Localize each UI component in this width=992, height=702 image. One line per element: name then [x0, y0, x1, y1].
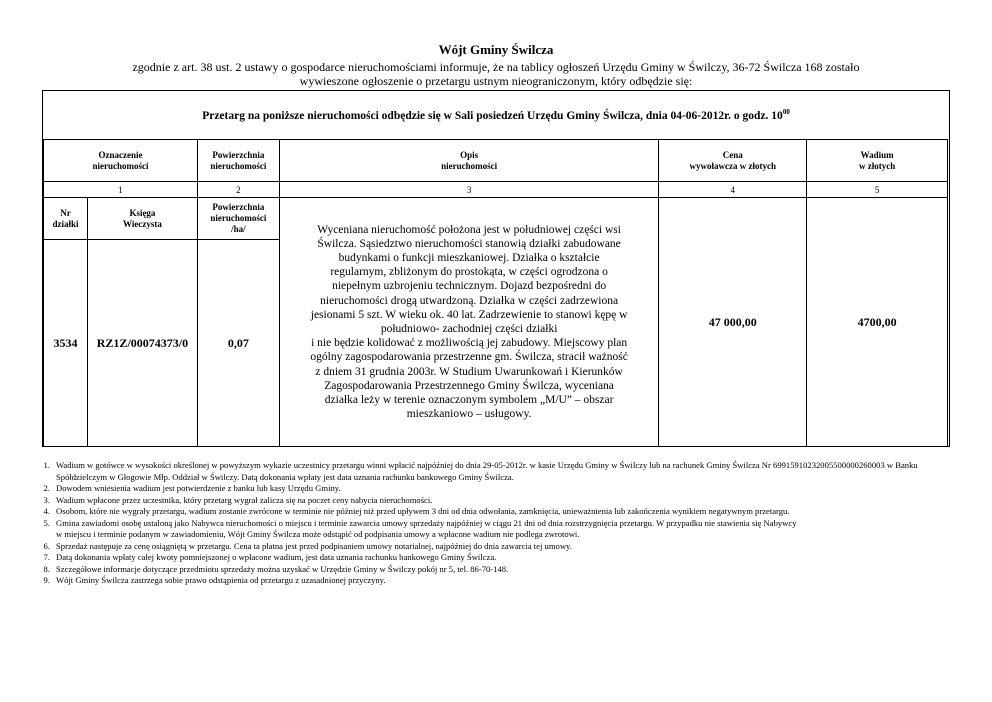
sub-header-plot-number	[44, 198, 88, 240]
notes-list	[30, 460, 960, 587]
note-text: Sprzedaż następuje za cenę osiągniętą w przetargu. Cena ta płatna jest przed podpisaniem umowy notarialnej, najpóźniej do dnia zawarcia tej umowy.	[56, 540, 572, 551]
plot-area: 0,07	[197, 240, 279, 447]
note-text: Dowodem wniesienia wadium jest potwierdzenie z banku lub kasy Urzędu Gminy.	[56, 483, 341, 493]
description-line: z dniem 31 grudnia 2003r. W Studium Uwarunkowań i Kierunków	[315, 365, 623, 378]
sub-header-land-register-line2: Wieczysta	[123, 218, 162, 229]
intro-line-1: zgodnie z art. 38 ust. 2 ustawy o gospodarce nieruchomościami informuje, że na tablicy ogłoszeń Urzędu Gminy w Świlczy, 36-72 Świlcza 168 zostało	[132, 60, 860, 74]
description-line: ogólny zagospodarowania przestrzenne gm. Świlcza, stracił ważność	[310, 351, 628, 364]
col-header-description	[279, 140, 658, 182]
description-line: i nie będzie kolidować z możliwością jej zabudowy. Miejscowy plan	[311, 337, 628, 350]
sub-header-row	[44, 198, 948, 240]
sub-header-plot-number-line2: działki	[52, 218, 79, 229]
description-line: działka leży w terenie oznaczonym symbolem „M/U” – obszar	[324, 394, 614, 407]
note-number	[30, 529, 56, 541]
sub-header-area-ha	[197, 198, 279, 240]
col-number: 5	[807, 182, 948, 198]
auction-title	[43, 108, 949, 122]
note-number: 9.	[43, 575, 50, 585]
col-header-price	[659, 140, 807, 182]
list-item	[30, 541, 960, 553]
col-number: 3	[279, 182, 658, 198]
deposit-amount: 4700,00	[807, 198, 948, 447]
note-text: Osobom, które nie wygrały przetargu, wadium zostanie zwrócone w terminie nie później niż przed upływem 3 dni od dnia odwołania, zamknięcia, unieważnienia lub zakończenia wynikiem negatywnym przetargu.	[56, 506, 790, 516]
note-number: 5.	[43, 517, 50, 528]
list-item	[30, 552, 960, 564]
description-line: budynkami o funkcji mieszkaniowej. Działka o kształcie	[338, 251, 600, 264]
notice-frame	[42, 90, 950, 447]
note-text: Szczegółowe informacje dotyczące przedmiotu sprzedaży można uzyskać w Urzędzie Gminy w Świlczy pokój nr 5, tel. 86-70-148.	[56, 563, 509, 574]
note-number: 8.	[43, 563, 50, 574]
col-number: 4	[659, 182, 807, 198]
list-item	[30, 518, 960, 530]
list-item	[30, 495, 960, 507]
note-text: Wadium wpłacone przez uczestnika, który przetarg wygrał zalicza się na poczet ceny nabycia nieruchomości.	[56, 494, 433, 505]
land-register-number: RZ1Z/00074373/0	[87, 240, 197, 447]
description-line: Wyceniana nieruchomość położona jest w południowej części wsi	[317, 223, 621, 236]
document-title: Wójt Gminy Świlcza	[438, 42, 554, 57]
intro-line-2: wywieszone ogłoszenie o przetargu ustnym nieograniczonym, który odbędzie się:	[299, 74, 693, 88]
description-line: nieruchomości drogą utwardzoną. Działka w części zadrzewiona	[320, 294, 619, 307]
sub-header-plot-number-line1: Nr	[60, 207, 71, 218]
description-line: Zagospodarowania Przestrzennego Gminy Świlcza, wyceniana	[324, 379, 614, 392]
note-number: 7.	[43, 552, 50, 562]
list-item	[30, 575, 960, 587]
note-text: Gmina zawiadomi osobę ustaloną jako Nabywca nieruchomości o miejscu i terminie zawarcia umowy sprzedaży najpóźniej w ciągu 21 dni od dnia rozstrzygnięcia przetargu. W przypadku nie stawienia się Nabywcy	[56, 517, 797, 528]
note-text: Wadium w gotówce w wysokości określonej w powyższym wykazie uczestnicy przetargu winni wpłacić najpóźniej do dnia 29-05-2012r. w kasie Urzędu Gminy w Świlczy lub na rachunek Gminy Świlcza Nr 69915910232005500000260003 w Banku Spółdzielczym w Głogowie Młp. Oddział w Świlczy. Datą dokonania wpłaty jest data uznania rachunku bankowego Gminy Świlcza.	[56, 460, 918, 482]
description-line: regularnym, zbliżonym do prostokąta, w części ogrodzona o	[330, 266, 608, 279]
description-line: jesionami 5 szt. W wieku ok. 40 lat. Zadrzewienie to stanowi kępę w	[310, 308, 628, 321]
col-header-designation-line1: Oznaczenie	[98, 149, 143, 160]
table-header-row	[44, 140, 948, 182]
description-line: południowo- zachodniej części działki	[380, 323, 558, 335]
property-table	[43, 139, 948, 447]
note-number: 2.	[43, 483, 50, 493]
col-number: 2	[197, 182, 279, 198]
col-header-deposit-line1: Wadium	[860, 149, 894, 160]
description-line: Świlcza. Sąsiedztwo nieruchomości stanowią działki zabudowane	[317, 237, 621, 250]
col-header-designation-line2: nieruchomości	[92, 160, 149, 171]
description-line: niepełnym uzbrojeniu technicznym. Dojazd bezpośredni do	[332, 280, 607, 293]
col-header-deposit-line2: w złotych	[858, 160, 896, 171]
list-item	[30, 564, 960, 576]
note-number: 4.	[43, 506, 50, 516]
sub-header-area-line2: nieruchomości	[210, 213, 267, 223]
note-number: 1.	[43, 460, 50, 470]
note-text: w miejscu i terminie podanym w zawiadomieniu, Wójt Gminy Świlcza może odstąpić od podpisania umowy a wpłacone wadium nie podlega zwrotowi.	[56, 529, 580, 539]
col-header-area-line1: Powierzchnia	[212, 149, 265, 160]
plot-number: 3534	[44, 240, 88, 447]
description-line: mieszkaniowo – usługowy.	[406, 408, 532, 421]
list-item	[30, 529, 960, 541]
col-header-area	[197, 140, 279, 182]
list-item	[30, 506, 960, 518]
property-description	[279, 198, 658, 447]
list-item	[30, 483, 960, 495]
sub-header-land-register	[87, 198, 197, 240]
col-header-description-line2: nieruchomości	[441, 160, 498, 171]
column-number-row	[44, 182, 948, 198]
col-header-deposit	[807, 140, 948, 182]
note-number: 6.	[43, 540, 50, 551]
starting-price: 47 000,00	[659, 198, 807, 447]
list-item	[30, 460, 960, 483]
auction-title-text: Przetarg na poniższe nieruchomości odbędzie się w Sali posiedzeń Urzędu Gminy Świlcza, dnia 04-06-2012r. o godz. 10	[202, 109, 783, 122]
col-number: 1	[44, 182, 198, 198]
note-number: 3.	[43, 494, 50, 505]
col-header-price-line2: wywoławcza w złotych	[689, 160, 776, 171]
sub-header-land-register-line1: Księga	[129, 207, 156, 218]
col-header-price-line1: Cena	[722, 149, 743, 160]
col-header-area-line2: nieruchomości	[210, 160, 267, 171]
note-text: Datą dokonania wpłaty całej kwoty pomniejszonej o wpłacone wadium, jest data uznania rachunku bankowego Gminy Świlcza.	[56, 552, 497, 562]
note-text: Wójt Gminy Świlcza zastrzega sobie prawo odstąpienia od przetargu z uzasadnionej przyczyny.	[56, 575, 386, 585]
col-header-description-line1: Opis	[460, 149, 479, 160]
col-header-designation	[44, 140, 198, 182]
sub-header-area-line3: /ha/	[231, 224, 246, 234]
auction-time-superscript: 00	[782, 108, 790, 116]
sub-header-area-line1: Powierzchnia	[212, 202, 265, 212]
